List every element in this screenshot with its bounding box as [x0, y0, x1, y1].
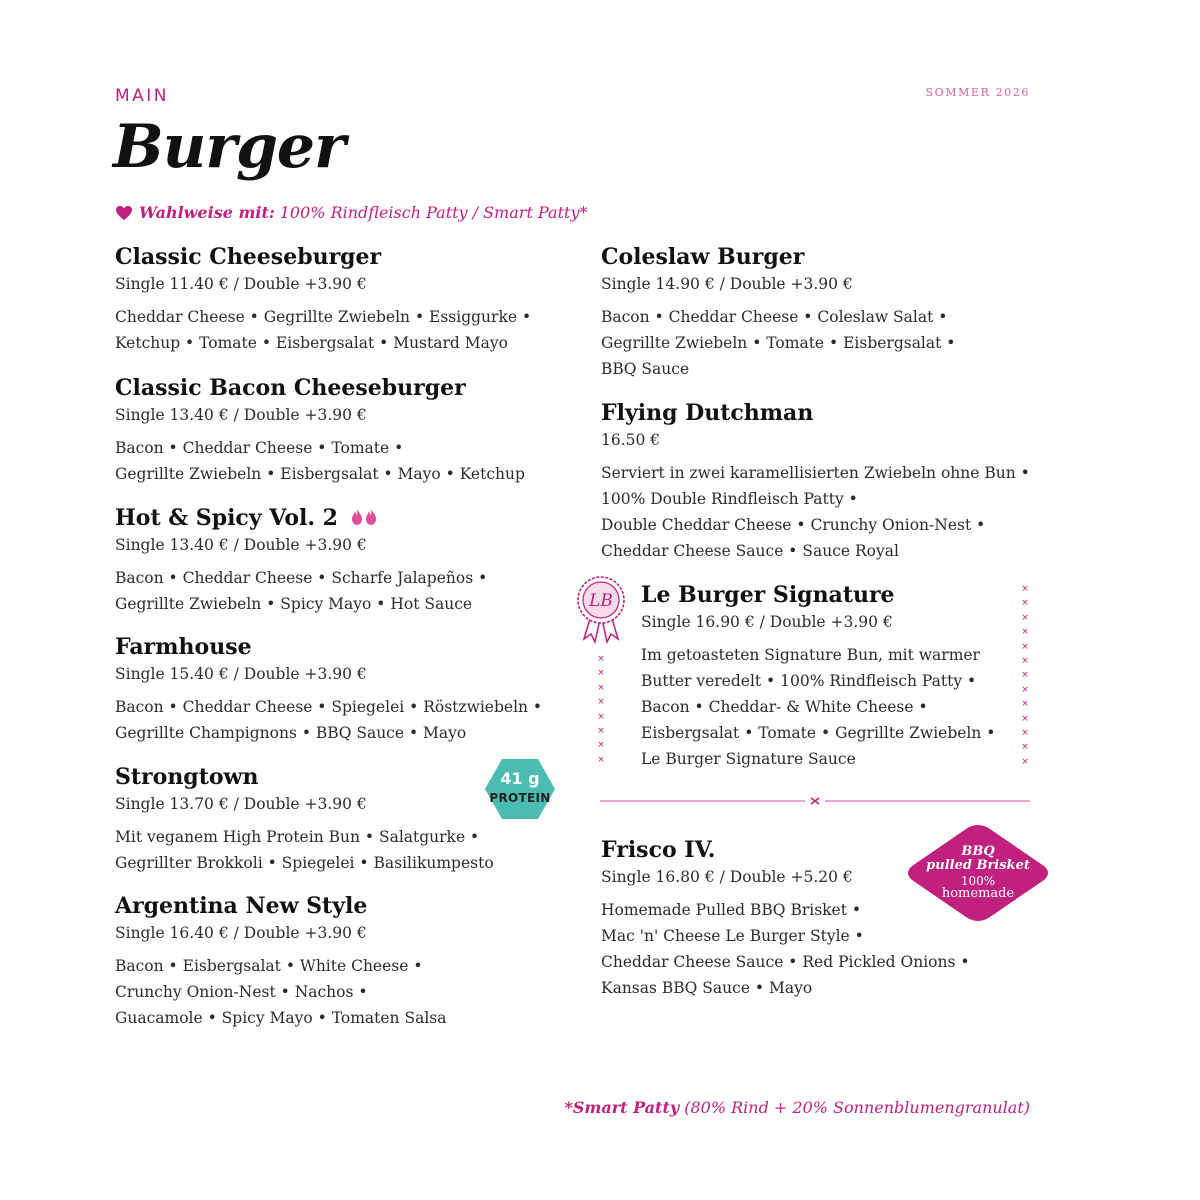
item-price: Single 16.90 € / Double +3.90 € — [641, 613, 893, 631]
menu-item-coleslaw-burger — [601, 242, 955, 382]
item-name: Flying Dutchman — [601, 400, 814, 426]
item-description: Bacon • Cheddar Cheese • Tomate • Gegrillte Zwiebeln • Eisbergsalat • Mayo • Ketchup — [115, 439, 525, 483]
seal-text: LB — [589, 591, 613, 611]
heart-icon — [115, 205, 133, 221]
item-description: Cheddar Cheese • Gegrillte Zwiebeln • Essiggurke • Ketchup • Tomate • Eisbergsalat • Mustard Mayo — [115, 308, 532, 352]
item-price: Single 14.90 € / Double +3.90 € — [601, 275, 853, 293]
item-description: Im getoasteten Signature Bun, mit warmer Butter veredelt • 100% Rindfleisch Patty • Bacon • Cheddar- & White Cheese • Eisbergsalat • Tomate • Gegrillte Zwiebeln • Le Burger Signature Sauce — [641, 646, 996, 768]
item-name: Classic Bacon Cheeseburger — [115, 375, 466, 401]
cross-stitch-border-left: × × × × × × × × — [597, 654, 605, 765]
item-price: Single 13.70 € / Double +3.90 € — [115, 795, 367, 813]
season-label: SOMMER 2026 — [925, 86, 1030, 99]
choice-lead: Wahlweise mit: — [139, 203, 275, 222]
item-name: Le Burger Signature — [641, 582, 895, 608]
item-price: Single 13.40 € / Double +3.90 € — [115, 406, 367, 424]
patty-choice-note — [115, 203, 587, 222]
section-label: MAIN — [115, 86, 170, 106]
item-name: Coleslaw Burger — [601, 244, 805, 270]
item-name-row — [115, 503, 487, 533]
footnote — [564, 1098, 1030, 1117]
diamond-badge-shape — [904, 822, 1052, 924]
item-price: Single 15.40 € / Double +3.90 € — [115, 665, 367, 683]
section-divider — [600, 796, 1030, 806]
menu-item-argentina-new-style — [115, 891, 446, 1031]
menu-item-classic-cheeseburger — [115, 242, 531, 356]
item-price: Single 16.80 € / Double +5.20 € — [601, 868, 853, 886]
brisket-line-2: pulled Brisket — [926, 858, 1030, 873]
item-name: Argentina New Style — [115, 893, 368, 919]
menu-item-flying-dutchman — [601, 398, 1030, 564]
menu-item-farmhouse — [115, 632, 542, 746]
menu-item-strongtown — [115, 762, 494, 876]
menu-item-hot-spicy — [115, 503, 487, 617]
footnote-term: *Smart Patty — [564, 1098, 680, 1117]
brisket-badge — [904, 822, 1052, 924]
item-description: Serviert in zwei karamellisierten Zwiebeln ohne Bun • 100% Double Rindfleisch Patty • Double Cheddar Cheese • Crunchy Onion-Nest • Cheddar Cheese Sauce • Sauce Royal — [601, 464, 1030, 560]
item-name: Strongtown — [115, 764, 259, 790]
cross-stitch-border-right: × × × × × × × × × × × × × — [1021, 584, 1029, 767]
item-price: Single 13.40 € / Double +3.90 € — [115, 536, 367, 554]
item-description: Mit veganem High Protein Bun • Salatgurke • Gegrillter Brokkoli • Spiegelei • Basilikumpesto — [115, 828, 494, 872]
item-name: Classic Cheeseburger — [115, 244, 382, 270]
item-price: Single 11.40 € / Double +3.90 € — [115, 275, 367, 293]
menu-item-le-burger-signature — [641, 580, 995, 772]
footnote-definition: (80% Rind + 20% Sonnenblumengranulat) — [684, 1098, 1030, 1117]
item-name: Frisco IV. — [601, 837, 716, 863]
item-name: Farmhouse — [115, 634, 252, 660]
hexagon-shape — [484, 758, 556, 820]
signature-seal-icon — [574, 575, 628, 645]
choice-options: 100% Rindfleisch Patty / Smart Patty* — [279, 203, 588, 222]
chili-flame-icon — [364, 508, 378, 526]
menu-item-classic-bacon-cheeseburger — [115, 373, 525, 487]
item-description: Homemade Pulled BBQ Brisket • Mac 'n' Cheese Le Burger Style • Cheddar Cheese Sauce • Red Pickled Onions • Kansas BBQ Sauce • Mayo — [601, 901, 970, 997]
protein-amount: 41 g — [500, 769, 540, 788]
item-price: Single 16.40 € / Double +3.90 € — [115, 924, 367, 942]
item-description: Bacon • Cheddar Cheese • Coleslaw Salat • Gegrillte Zwiebeln • Tomate • Eisbergsalat • BBQ Sauce — [601, 308, 956, 378]
brisket-line-3: 100% — [960, 874, 996, 888]
page-title: Burger — [113, 112, 345, 182]
brisket-line-1: BBQ — [961, 844, 995, 859]
item-name: Hot & Spicy Vol. 2 — [115, 505, 338, 531]
chili-flame-icon — [350, 508, 364, 526]
item-description: Bacon • Eisbergsalat • White Cheese • Crunchy Onion-Nest • Nachos • Guacamole • Spicy Mayo • Tomaten Salsa — [115, 957, 447, 1027]
protein-label: PROTEIN — [489, 791, 551, 805]
protein-badge — [484, 758, 556, 820]
item-price: 16.50 € — [601, 431, 661, 449]
item-description: Bacon • Cheddar Cheese • Spiegelei • Röstzwiebeln • Gegrillte Champignons • BBQ Sauce • Mayo — [115, 698, 543, 742]
item-description: Bacon • Cheddar Cheese • Scharfe Jalapeños • Gegrillte Zwiebeln • Spicy Mayo • Hot Sauce — [115, 569, 488, 613]
brisket-line-4: homemade — [941, 886, 1015, 901]
